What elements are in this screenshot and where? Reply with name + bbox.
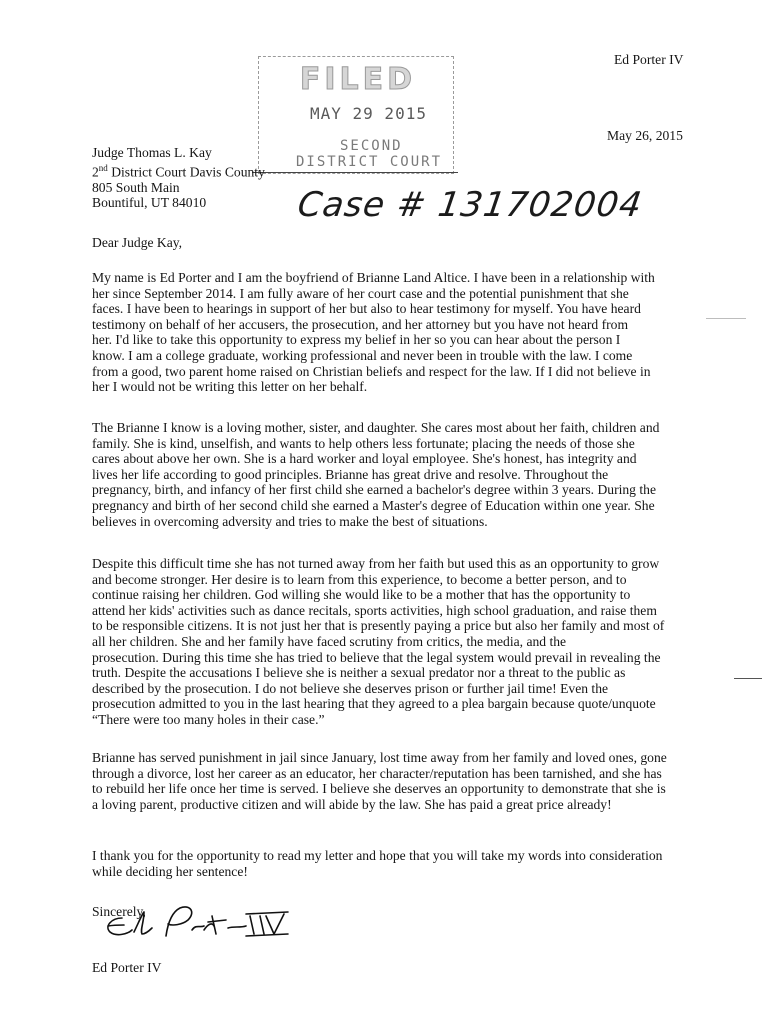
body-line: attend her kids' activities such as dance recitals, sports activities, high school graduation, and raise them — [92, 602, 657, 618]
body-line: testimony on behalf of her accusers, the prosecution, and her attorney but you have not heard from — [92, 316, 629, 332]
scan-artifact — [706, 318, 746, 319]
body-line: believes in overcoming adversity and tries to make the best of situations. — [92, 513, 488, 529]
body-line: continue raising her children. God willing she would like to be a mother that has the opportunity to — [92, 587, 631, 603]
body-line: to be responsible citizens. It is not just her that is presently paying a price but also her family and most of — [92, 618, 665, 634]
recipient-court-name: District Court Davis County — [107, 164, 265, 180]
body-line: her. I'd like to take this opportunity to express my belief in her so you can hear about the person I — [92, 332, 621, 348]
body-line: I thank you for the opportunity to read my letter and hope that you will take my words into consideration — [92, 848, 663, 863]
recipient-address — [92, 145, 265, 211]
stamp-court-line2: DISTRICT COURT — [296, 154, 443, 170]
body-line: faces. I have been to hearings in support of her but also to hear testimony for myself. You have heard — [92, 301, 641, 317]
body-line: My name is Ed Porter and I am the boyfriend of Brianne Land Altice. I have been in a relationship with — [92, 270, 655, 285]
recipient-court-ordinal: 2 — [92, 164, 99, 180]
body-line: while deciding her sentence! — [92, 863, 248, 879]
paragraph-punishment — [92, 750, 692, 812]
signer-name: Ed Porter IV — [92, 960, 162, 975]
body-line: cares about above her own. She is a hard worker and loyal employee. She's honest, has integrity and — [92, 451, 637, 467]
salutation: Dear Judge Kay, — [92, 235, 183, 250]
body-line: lives her life according to good principles. Brianne has great drive and resolve. Throughout the — [92, 466, 609, 482]
body-line: prosecution admitted to you in the last hearing that they agreed to a plea bargain because quote/unquote — [92, 696, 656, 712]
body-line: to rebuild her life once her time is served. I believe she deserves an opportunity to demonstrate that she is — [92, 781, 666, 797]
stamp-filed-text: FILED — [299, 62, 417, 97]
sender-name: Ed Porter IV — [614, 52, 684, 67]
recipient-court-ordinal-suffix: nd — [98, 162, 108, 173]
body-line: Despite this difficult time she has not turned away from her faith but used this as an opportunity to grow — [92, 556, 660, 571]
body-line: through a divorce, lost her career as an educator, her character/reputation has been tarnished, and she has — [92, 765, 662, 781]
filed-stamp — [258, 50, 454, 178]
body-line: and become stronger. Her desire is to learn from this experience, to become a better person, and to — [92, 571, 627, 587]
paragraph-character — [92, 420, 692, 529]
recipient-street: 805 South Main — [92, 179, 180, 195]
letter-date: May 26, 2015 — [607, 128, 683, 143]
stamp-date: MAY 29 2015 — [310, 104, 427, 123]
handwritten-case-number: Case # 131702004 — [295, 185, 645, 225]
body-line: Brianne has served punishment in jail since January, lost time away from her family and loved ones, gone — [92, 750, 667, 765]
body-line: “There were too many holes in their case.” — [92, 711, 325, 727]
body-line: The Brianne I know is a loving mother, sister, and daughter. She cares most about her faith, children and — [92, 420, 660, 435]
body-line: described by the prosecution. I do not believe she deserves prison or further jail time! Even the — [92, 680, 609, 696]
body-line: truth. Despite the accusations I believe she is neither a sexual predator nor a threat to the public as — [92, 665, 626, 681]
body-line: from a good, two parent home raised on Christian beliefs and respect for the law. If I did not believe in — [92, 363, 651, 379]
stamp-underline — [252, 172, 458, 173]
paragraph-introduction — [92, 270, 692, 395]
recipient-name: Judge Thomas L. Kay — [92, 145, 212, 160]
body-line: her since September 2014. I am fully aware of her court case and the potential punishment that she — [92, 285, 629, 301]
body-line: all her children. She and her family have faced scrutiny from critics, the media, and the — [92, 633, 567, 649]
body-line: a loving parent, productive citizen and will abide by the law. She has paid a great price already! — [92, 796, 612, 812]
body-line: family. She is kind, unselfish, and wants to help others less fortunate; placing the needs of those she — [92, 435, 635, 451]
paragraph-difficult-time — [92, 556, 692, 728]
closing: Sincerely, — [92, 904, 146, 919]
scan-artifact — [734, 678, 762, 679]
paragraph-closing-thanks — [92, 848, 692, 879]
body-line: pregnancy and birth of her second child she earned a Master's degree of Education within one year. She — [92, 497, 655, 513]
body-line: prosecution. During this time she has tried to believe that the legal system would prevail in revealing the — [92, 649, 661, 665]
recipient-city: Bountiful, UT 84010 — [92, 195, 207, 211]
body-line: her I would not be writing this letter on her behalf. — [92, 379, 368, 395]
recipient-court — [92, 161, 265, 180]
body-line: know. I am a college graduate, working professional and never been in trouble with the law. I come — [92, 347, 633, 363]
handwritten-signature — [100, 900, 290, 950]
body-line: pregnancy, birth, and infancy of her first child she earned a bachelor's degree within 3 years. During the — [92, 482, 656, 498]
stamp-court-line1: SECOND — [340, 138, 403, 154]
